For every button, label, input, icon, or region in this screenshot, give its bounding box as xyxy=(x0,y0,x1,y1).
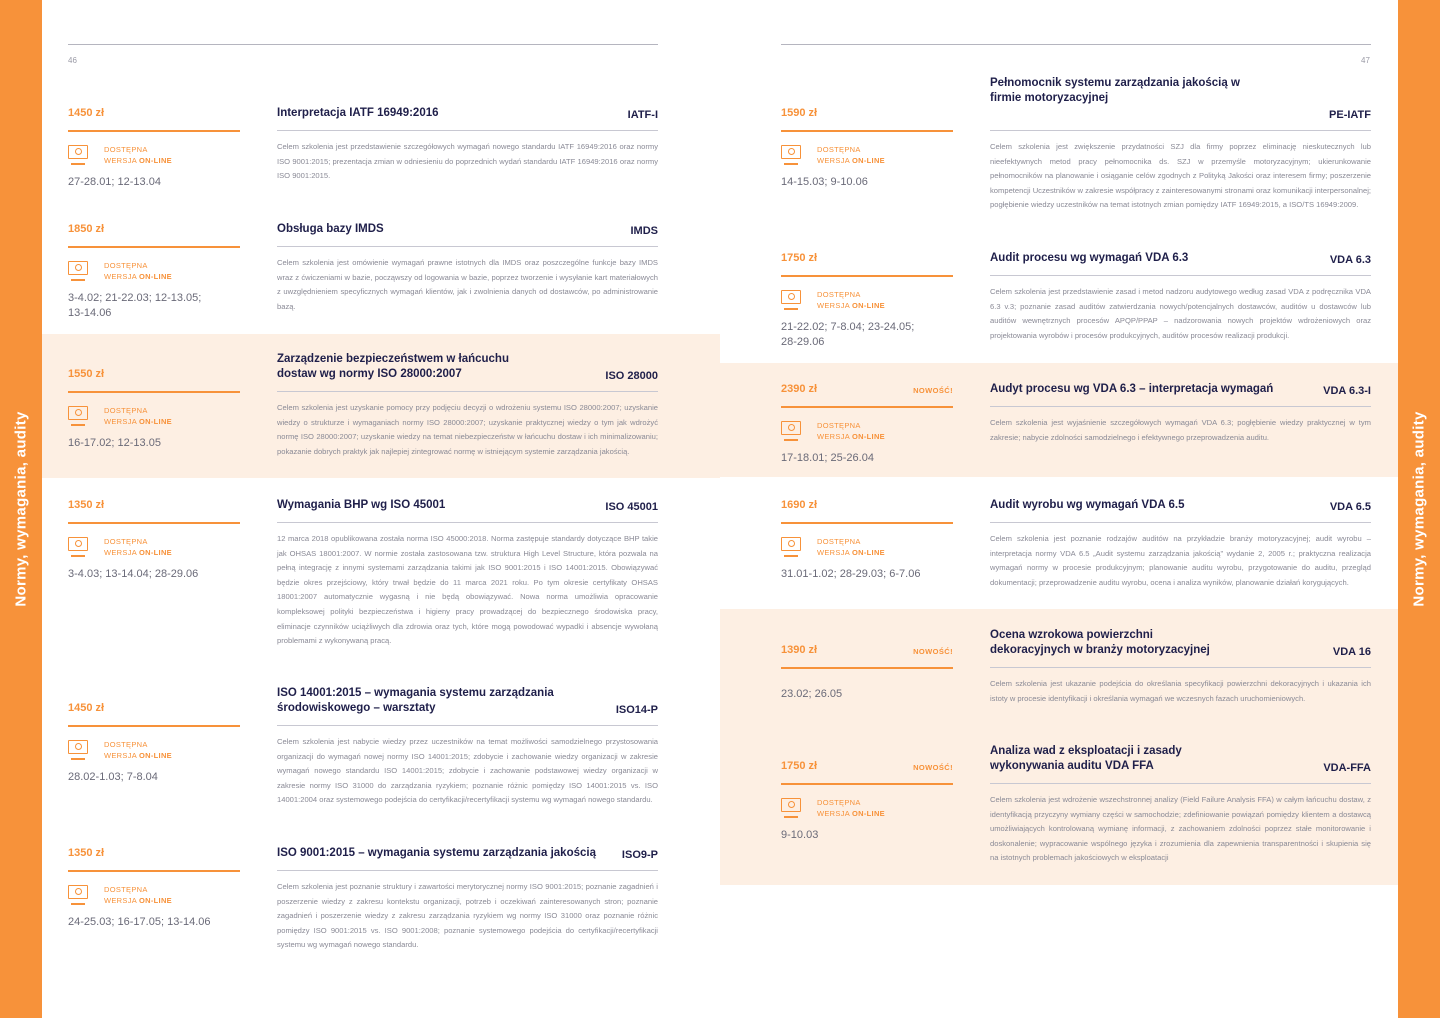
course-price: 2390 zł xyxy=(781,383,818,395)
course-price: 1450 zł xyxy=(68,702,105,714)
side-label-right: Normy, wymagania, audity xyxy=(1410,411,1428,607)
course-dates: 14-15.03; 9-10.06 xyxy=(781,176,868,188)
online-training-icon xyxy=(781,421,801,435)
online-version-badge: DOSTĘPNA WERSJA ON-LINE xyxy=(68,259,240,285)
online-training-icon xyxy=(68,537,88,551)
course-code: ISO 45001 xyxy=(605,501,658,513)
online-training-icon xyxy=(781,798,801,812)
top-rule-left xyxy=(68,44,658,45)
course-title: Ocena wzrokowa powierzchni dekoracyjnych w branży motoryzacyjnej xyxy=(990,629,1210,656)
course-code: ISO14-P xyxy=(615,704,658,716)
course-title: Wymagania BHP wg ISO 45001 xyxy=(277,499,446,511)
online-version-badge: DOSTĘPNA WERSJA ON-LINE xyxy=(781,288,953,314)
course-title: Interpretacja IATF 16949:2016 xyxy=(277,107,439,119)
online-version-badge: DOSTĘPNA WERSJA ON-LINE xyxy=(781,535,953,561)
course-description: Celem szkolenia jest nabycie wiedzy przez uczestników na temat możliwości samodzielnego przystosowania organizacji do wymagań nowej normy ISO 14001:2015; zdobycie i zachowanie wiedzy organizacji w zakresie wymagań nowego standardu ISO 14001:2015; zdobycie i zachowanie podstawowej wiedzy organizacji w zakresie normy ISO 31000 do zarządzania ryzykiem; poznanie różnic pomiędzy ISO 14001:2015 vs. ISO 14001:2004 oraz systemowego podejścia do certyfikacji/recertyfikacji systemu wg wymagań nowego standardu. xyxy=(277,737,658,805)
course-price: 1390 zł xyxy=(781,644,818,656)
course-dates: 3-4.03; 13-14.04; 28-29.06 xyxy=(68,568,199,580)
course-dates: 24-25.03; 16-17.05; 13-14.06 xyxy=(68,916,211,928)
course-description: Celem szkolenia jest ukazanie podejścia do określania specyfikacji powierzchni dekoracyjnych i ukazania ich istoty w procesie identyfikacji i określania wymagań we wczesnych fazach uruchomieniowych. xyxy=(990,679,1371,703)
course-title: Audyt procesu wg VDA 6.3 – interpretacja wymagań xyxy=(990,383,1274,395)
side-tab-right xyxy=(1398,0,1440,1018)
course-price: 1550 zł xyxy=(68,368,105,380)
online-version-badge: DOSTĘPNA WERSJA ON-LINE xyxy=(781,143,953,169)
course-description: Celem szkolenia jest wyjaśnienie szczegółowych wymagań VDA 6.3; pogłębienie wiedzy praktycznej w tym zakresie; nabycie zdolności samodzielnego i efektywnego przeprowadzenia auditu. xyxy=(990,418,1371,442)
online-version-badge: DOSTĘPNA WERSJA ON-LINE xyxy=(68,535,240,561)
course-dates: 23.02; 26.05 xyxy=(781,688,843,700)
new-badge: NOWOŚĆ! xyxy=(913,386,953,395)
course-title: Analiza wad z eksploatacji i zasady wykonywania auditu VDA FFA xyxy=(990,745,1182,772)
top-rule-right xyxy=(781,44,1371,45)
course-code: VDA 6.5 xyxy=(1329,501,1371,513)
new-badge: NOWOŚĆ! xyxy=(913,647,953,656)
course-description: 12 marca 2018 opublikowana została norma ISO 45000:2018. Norma zastępuje standardy dotyczące BHP takie jak OHSAS 18001:2007. W normie została zastosowana tzw. struktura High Level Structure, która pozwala na pełną integrację z innymi systemami zarządzania takimi jak ISO 9001:2015 i ISO 14001:2015. Obowiązywać będzie okres przejściowy, który trwał będzie do 11 marca 2021 roku. Po tym okresie certyfikaty OHSAS 18001:2007 automatycznie wygasną i nie będą obowiązywać. Nowa norma umożliwia opracowanie kompleksowej polityki bezpieczeństwa i higieny pracy prowadzącej do bezpiecznego środowiska pracy, eliminacje czynników uciążliwych dla zdrowia oraz tych, które mogą powodować wypadki i absencje wywołaną problemami z wykonywaną pracą. xyxy=(277,534,658,646)
online-version-badge: DOSTĘPNA WERSJA ON-LINE xyxy=(781,796,953,822)
course-title: Audit wyrobu wg wymagań VDA 6.5 xyxy=(990,499,1185,511)
online-training-icon xyxy=(68,145,88,159)
course-dates: 21-22.02; 7-8.04; 23-24.05; 28-29.06 xyxy=(781,321,915,348)
course-dates: 31.01-1.02; 28-29.03; 6-7.06 xyxy=(781,568,921,580)
course-price: 1750 zł xyxy=(781,760,818,772)
new-badge: NOWOŚĆ! xyxy=(913,763,953,772)
online-training-icon xyxy=(781,145,801,159)
online-version-badge: DOSTĘPNA WERSJA ON-LINE xyxy=(68,143,240,169)
course-dates: 17-18.01; 25-26.04 xyxy=(781,452,874,464)
course-price: 1450 zł xyxy=(68,107,105,119)
course-description: Celem szkolenia jest przedstawienie szczegółowych wymagań nowego standardu IATF 16949:2016 oraz normy ISO 9001:2015; prezentacja zmian w odniesieniu do poprzednich wydań standardu IATF 16949:2016 oraz normy ISO 9001:2015. xyxy=(277,142,658,181)
course-code: ISO9-P xyxy=(621,849,658,861)
course-code: IMDS xyxy=(630,225,658,237)
course-dates: 3-4.02; 21-22.03; 12-13.05; 13-14.06 xyxy=(68,292,202,319)
course-price: 1750 zł xyxy=(781,252,818,264)
course-price: 1850 zł xyxy=(68,223,105,235)
online-training-icon xyxy=(68,261,88,275)
course-code: PE-IATF xyxy=(1329,109,1371,121)
page-number-right: 47 xyxy=(1361,56,1370,65)
online-version-badge: DOSTĘPNA WERSJA ON-LINE xyxy=(68,738,240,764)
course-description: Celem szkolenia jest poznanie rodzajów auditów na przykładzie branży motoryzacyjnej; audit wyrobu – interpretacja normy VDA 6.5 „Audit systemu zarządzania jakością” wydanie 2, 2005 r.; praktyczna realizacja wymagań normy w procesie produkcyjnym; planowanie auditu wyrobu, przygotowanie do auditu, przegląd dokumentacji; przeprowadzenie auditu wyrobu, ocena i analiza wyników, planowanie działań korygujących. xyxy=(990,534,1371,587)
course-price: 1590 zł xyxy=(781,107,818,119)
course-description: Celem szkolenia jest zwiększenie przydatności SZJ dla firmy poprzez eliminację nieskutecznych lub nieefektywnych metod pracy pełnomocnika ds. SZJ w przemyśle motoryzacyjnym; ukierunkowanie pełnomocników na planowanie i osiąganie celów zgodnych z Polityką Jakości oraz interesem firmy; poszerzenie kompetencji Uczestników w zakresie współpracy z zainteresowanymi stronami oraz komunikacji interpersonalnej; pogłębienie wiedzy uczestników na temat istotnych zmian pomiędzy IATF 16949:2015, a ISO/TS 16949:2009. xyxy=(990,142,1371,210)
course-dates: 27-28.01; 12-13.04 xyxy=(68,176,161,188)
course-description: Celem szkolenia jest poznanie struktury i zawartości merytorycznej normy ISO 9001:2015; poznanie zagadnień i poszerzenie wiedzy z zakresu kontekstu organizacji, potrzeb i oczekiwań zainteresowanych stron; poznanie zagadnień i poszerzenie wiedzy z zakresu zarządzania ryzykiem wg normy ISO 31000 oraz poznanie różnic pomiędzy ISO 9001:2015 vs. ISO 9001:2008; poznanie systemowego podejścia do certyfikacji/recertyfikacji systemu wg wymagań nowego standardu. xyxy=(277,882,658,950)
course-code: VDA 6.3 xyxy=(1329,254,1371,266)
online-version-badge: DOSTĘPNA WERSJA ON-LINE xyxy=(781,419,953,445)
course-title: Obsługa bazy IMDS xyxy=(277,223,384,235)
course-price: 1350 zł xyxy=(68,499,105,511)
online-version-badge: DOSTĘPNA WERSJA ON-LINE xyxy=(68,404,240,430)
course-description: Celem szkolenia jest omówienie wymagań prawne istotnych dla IMDS oraz poszczególne funkcje bazy IMDS wraz z ćwiczeniami w bazie, począwszy od logowania w bazie, poprzez tworzenie i wysyłanie kart materiałowych z uwzględnieniem specyficznych wymagań klientów, jak i zwolnienia danych od dostawców, po administrowanie bazą. xyxy=(277,258,658,311)
course-code: ISO 28000 xyxy=(605,370,658,382)
course-title: Pełnomocnik systemu zarządzania jakością w firmie motoryzacyjnej xyxy=(990,77,1240,104)
course-dates: 16-17.02; 12-13.05 xyxy=(68,437,161,449)
course-description: Celem szkolenia jest przedstawienie zasad i metod nadzoru audytowego według zasad VDA z podręcznika VDA 6.3 v.3; poznanie zasad auditów zatwierdzania nowych/potencjalnych dostawców, auditów u dostawców lub auditów wewnętrznych procesów APQP/PPAP – nadzorowania nowych projektów wdrożeniowych oraz projektowania wyrobów i procesów produkcyjnych, auditów procesów realizacji produkcji. xyxy=(990,287,1371,340)
course-price: 1690 zł xyxy=(781,499,818,511)
course-dates: 28.02-1.03; 7-8.04 xyxy=(68,771,158,783)
course-title: Zarządzenie bezpieczeństwem w łańcuchu dostaw wg normy ISO 28000:2007 xyxy=(277,353,509,380)
page-number-left: 46 xyxy=(68,56,77,65)
course-title: Audit procesu wg wymagań VDA 6.3 xyxy=(990,252,1189,264)
course-price: 1350 zł xyxy=(68,847,105,859)
course-description: Celem szkolenia jest uzyskanie pomocy przy podjęciu decyzji o wdrożeniu systemu ISO 28000:2007; uzyskanie wiedzy o strukturze i wymaganiach normy ISO 28000:2007; uzyskanie praktycznej wiedzy o tym jak wdrożyć normę ISO 28000:2007; uzyskanie wiedzy na temat niebezpieczeństw w łańcuchu dostaw i ich minimalizowaniu; pokazanie dobrych praktyk jak najlepiej zintegrować normę w istniejącym systemie zarządzania jakością. xyxy=(277,403,658,456)
online-training-icon xyxy=(68,885,88,899)
course-description: Celem szkolenia jest wdrożenie wszechstronnej analizy (Field Failure Analysis FFA) w całym łańcuchu dostaw, z identyfikacją przyczyny wymiany części w samochodzie; zdefiniowanie powiązań pomiędzy klientem a dostawcą umożliwiających kontrolowaną wymianę informacji, z zachowaniem zdolności poprzez stałe monitorowanie i doskonalenie; wypracowanie wspólnego języka i zrozumienia dla zapewnienia transparentności i skupienia się na istotnych problemach jakościowych w eksploatacji xyxy=(990,795,1371,863)
online-version-badge: DOSTĘPNA WERSJA ON-LINE xyxy=(68,883,240,909)
course-dates: 9-10.03 xyxy=(781,829,819,841)
online-training-icon xyxy=(781,290,801,304)
online-training-icon xyxy=(781,537,801,551)
online-training-icon xyxy=(68,740,88,754)
course-code: VDA-FFA xyxy=(1323,762,1371,774)
course-code: VDA 16 xyxy=(1332,646,1371,658)
online-training-icon xyxy=(68,406,88,420)
side-tab-left xyxy=(0,0,42,1018)
course-code: IATF-I xyxy=(627,109,658,121)
side-label-left: Normy, wymagania, audity xyxy=(12,411,30,607)
course-title: ISO 9001:2015 – wymagania systemu zarządzania jakością xyxy=(277,847,596,859)
course-code: VDA 6.3-I xyxy=(1323,385,1371,397)
course-title: ISO 14001:2015 – wymagania systemu zarządzania środowiskowego – warsztaty xyxy=(277,687,554,714)
